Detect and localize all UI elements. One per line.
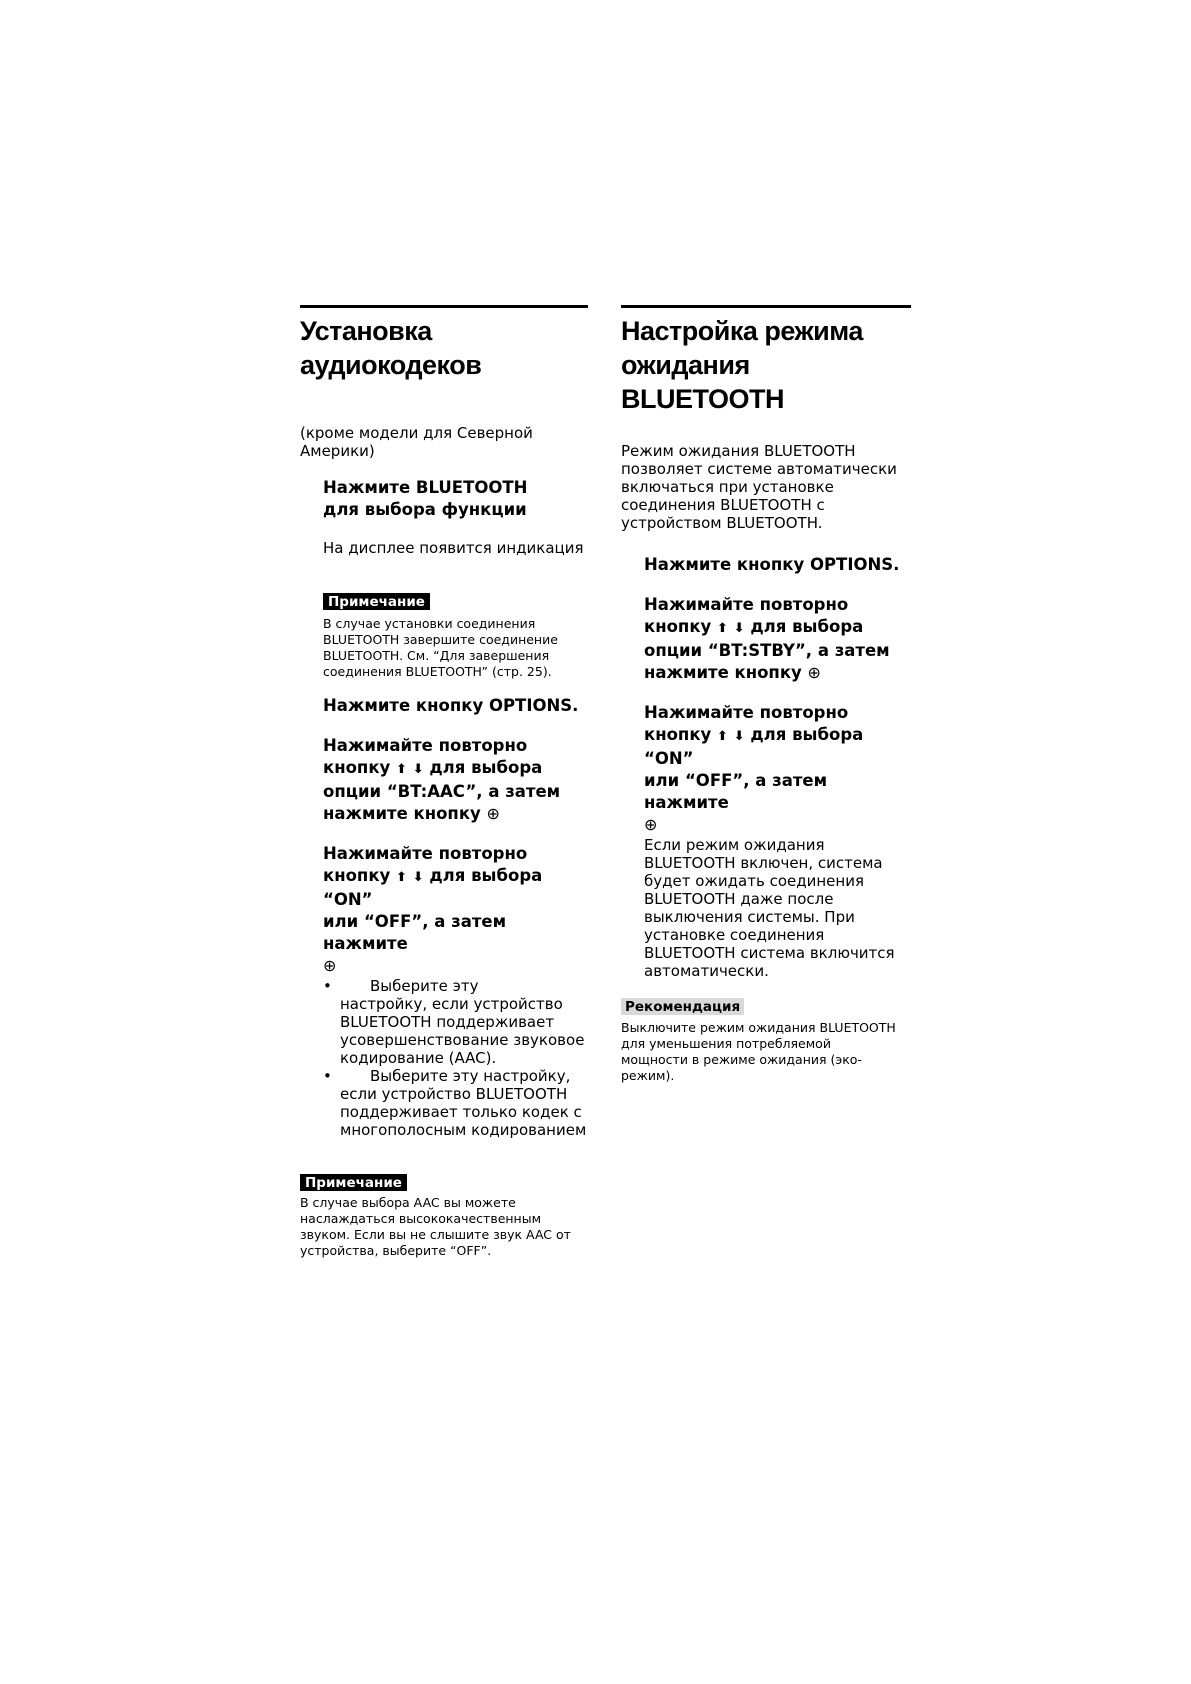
arrow-down-icon: ⬇ — [412, 762, 424, 777]
tip-text: Выключите режим ожидания BLUETOOTH для уменьшения потребляемой мощности в режиме ожидания (эко- режим). — [621, 1020, 896, 1083]
section-title — [300, 314, 588, 382]
section-rule — [300, 305, 588, 308]
step-3: Нажимайте повторно кнопку ⬆ ⬇ для выбора “ON” или “OFF”, а затем нажмите ⊕ — [644, 703, 864, 834]
section-title — [621, 314, 911, 416]
right-column — [621, 305, 911, 1084]
title-line: ожидания BLUETOOTH — [621, 350, 784, 414]
arrow-up-icon: ⬆ — [717, 621, 728, 636]
left-column — [300, 305, 588, 1259]
note-1 — [323, 591, 588, 680]
note-text: В случае выбора AAC вы можете наслаждаться высококачественным звуком. Если вы не слышите звук AAC от устройства, выберите “OFF”. — [300, 1195, 571, 1258]
section-rule — [621, 305, 911, 308]
step-2: Нажимайте повторно кнопку ⬆ ⬇ для выбора опции “BT:STBY”, а затем нажмите кнопку ⊕ — [644, 595, 890, 682]
enter-button-icon: ⊕ — [323, 956, 337, 975]
step-4: Нажимайте повторно кнопку ⬆ ⬇ для выбора “ON” или “OFF”, а затем нажмите ⊕ — [323, 844, 543, 975]
tip — [621, 996, 911, 1084]
note-label: Примечание — [323, 593, 430, 610]
bullet-icon: • — [323, 1067, 332, 1085]
step-1: Нажмите кнопку OPTIONS. — [644, 555, 900, 574]
arrow-up-icon: ⬆ — [396, 870, 407, 885]
arrow-down-icon: ⬇ — [733, 729, 745, 744]
step-1-text: На дисплее появится индикация — [323, 539, 584, 557]
step-3-text: Если режим ожидания BLUETOOTH включен, система будет ожидать соединения BLUETOOTH даже после выключения системы. При установке соединения BLUETOOTH система включится автоматически. — [644, 836, 895, 980]
step-3: Нажимайте повторно кнопку ⬆ ⬇ для выбора опции “BT:AAC”, а затем нажмите кнопку ⊕ — [323, 736, 561, 823]
list-item: • Выберите эту настройку, если устройство BLUETOOTH поддерживает усовершенствование звуковое кодирование (AAC). — [323, 977, 585, 1067]
bullet-icon: • — [323, 977, 332, 995]
title-line: Установка — [300, 316, 432, 346]
note-2 — [300, 1172, 588, 1259]
arrow-down-icon: ⬇ — [733, 621, 745, 636]
tip-label: Рекомендация — [621, 998, 744, 1015]
arrow-up-icon: ⬆ — [396, 762, 407, 777]
note-text: В случае установки соединения BLUETOOTH завершите соединение BLUETOOTH. См. “Для завершения соединения BLUETOOTH” (стр. 25). — [323, 616, 558, 679]
intro-text: (кроме модели для Северной Америки) — [300, 424, 533, 460]
bullet-list — [323, 977, 588, 1139]
list-item: • Выберите эту настройку, если устройство BLUETOOTH поддерживает только кодек с многополосным кодированием — [323, 1067, 587, 1139]
enter-button-icon: ⊕ — [807, 663, 821, 682]
note-label: Примечание — [300, 1174, 407, 1191]
intro-text: Режим ожидания BLUETOOTH позволяет системе автоматически включаться при установке соединения BLUETOOTH с устройством BLUETOOTH. — [621, 442, 897, 532]
arrow-up-icon: ⬆ — [717, 729, 728, 744]
title-line: аудиокодеков — [300, 350, 482, 380]
enter-button-icon: ⊕ — [644, 815, 658, 834]
step-2: Нажмите кнопку OPTIONS. — [323, 696, 579, 715]
arrow-down-icon: ⬇ — [412, 870, 424, 885]
title-line: Настройка режима — [621, 316, 863, 346]
step-1: Нажмите BLUETOOTH для выбора функции — [323, 478, 528, 519]
enter-button-icon: ⊕ — [486, 804, 500, 823]
